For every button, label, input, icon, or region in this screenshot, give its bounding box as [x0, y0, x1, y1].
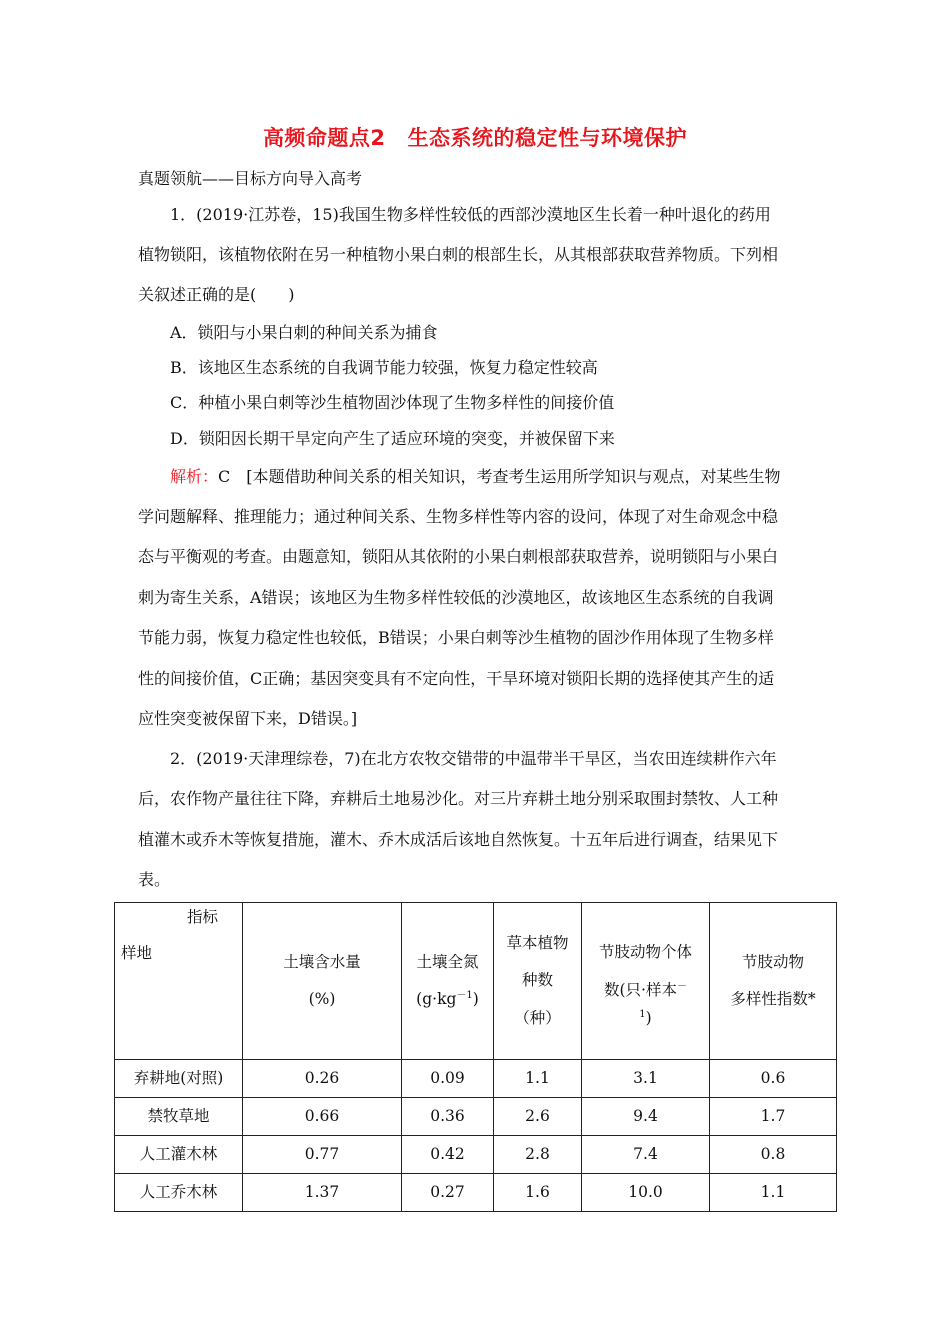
- header-soil-nitrogen: 土壤全氮 $(g\cdot kg^{-1})$: [402, 903, 494, 1060]
- title-number: 高频命题点2: [262, 126, 386, 150]
- q1-option-b: B．该地区生态系统的自我调节能力较强，恢复力稳定性较高: [170, 358, 598, 377]
- analysis-label: 解析：: [170, 467, 219, 486]
- q1-option-a: A．锁阳与小果白刺的种间关系为捕食: [170, 323, 438, 342]
- corner-indicator-label: 指标: [187, 908, 219, 926]
- table-corner-cell: [115, 903, 243, 1060]
- header-arthropod-diversity: 节肢动物 多样性指数*: [710, 903, 837, 1060]
- page-title: [0, 122, 950, 152]
- q1-analysis-line-3: 态与平衡观的考查。由题意知，锁阳从其依附的小果白刺根部获取营养，说明锁阳与小果白: [138, 547, 779, 566]
- corner-site-label: 样地: [121, 944, 153, 962]
- q1-line-2: 植物锁阳，该植物依附在另一种植物小果白刺的根部生长，从其根部获取营养物质。下列相: [138, 245, 779, 264]
- table-row: 禁牧草地 0.66 0.36 2.6 9.4 1.7: [115, 1098, 837, 1136]
- q1-analysis-first: [170, 464, 781, 487]
- table-header-row: [115, 903, 837, 1060]
- survey-table: [114, 902, 837, 1212]
- analysis-text-first: C [本题借助种间关系的相关知识，考查考生运用所学知识与观点，对某些生物: [218, 467, 781, 486]
- q2-line-4: 表。: [138, 870, 171, 889]
- q1-analysis-line-2: 学问题解释、推理能力；通过种间关系、生物多样性等内容的设问，体现了对生命观念中稳: [138, 507, 779, 526]
- q1-analysis-line-4: 刺为寄生关系，A错误；该地区为生物多样性较低的沙漠地区，故该地区生态系统的自我调: [138, 588, 774, 607]
- q1-analysis-line-5: 节能力弱，恢复力稳定性也较低，B错误；小果白刺等沙生植物的固沙作用体现了生物多样: [138, 628, 774, 647]
- q2-line-1: 2．(2019·天津理综卷，7)在北方农牧交错带的中温带半干旱区，当农田连续耕作六年: [170, 749, 777, 768]
- table-row: 人工灌木林 0.77 0.42 2.8 7.4 0.8: [115, 1136, 837, 1174]
- q1-analysis-line-6: 性的间接价值，C正确；基因突变具有不定向性，干旱环境对锁阳长期的选择使其产生的适: [138, 669, 775, 688]
- title-topic: 生态系统的稳定性与环境保护: [407, 126, 688, 150]
- table-row: 人工乔木林 1.37 0.27 1.6 10.0 1.1: [115, 1174, 837, 1212]
- header-herb-species: 草本植物 种数 （种）: [494, 903, 582, 1060]
- q1-analysis-line-7: 应性突变被保留下来，D错误。]: [138, 709, 358, 728]
- header-soil-water: 土壤含水量 (%): [243, 903, 402, 1060]
- q1-option-c: C．种植小果白刺等沙生植物固沙体现了生物多样性的间接价值: [170, 393, 615, 412]
- q1-line-3: 关叙述正确的是( ): [138, 285, 295, 304]
- header-arthropod-count: 节肢动物个体 数(只·样本－ $^1$): [582, 903, 710, 1060]
- q2-line-3: 植灌木或乔木等恢复措施，灌木、乔木成活后该地自然恢复。十五年后进行调查，结果见下: [138, 830, 779, 849]
- q2-line-2: 后，农作物产量往往下降，弃耕后土地易沙化。对三片弃耕土地分别采取围封禁牧、人工种: [138, 789, 779, 808]
- q1-option-d: D．锁阳因长期干旱定向产生了适应环境的突变，并被保留下来: [170, 429, 615, 448]
- table-row: 弃耕地(对照) 0.26 0.09 1.1 3.1 0.6: [115, 1060, 837, 1098]
- intro-line: 真题领航——目标方向导入高考: [138, 169, 363, 188]
- q1-line-1: 1．(2019·江苏卷，15)我国生物多样性较低的西部沙漠地区生长着一种叶退化的药用: [170, 205, 771, 224]
